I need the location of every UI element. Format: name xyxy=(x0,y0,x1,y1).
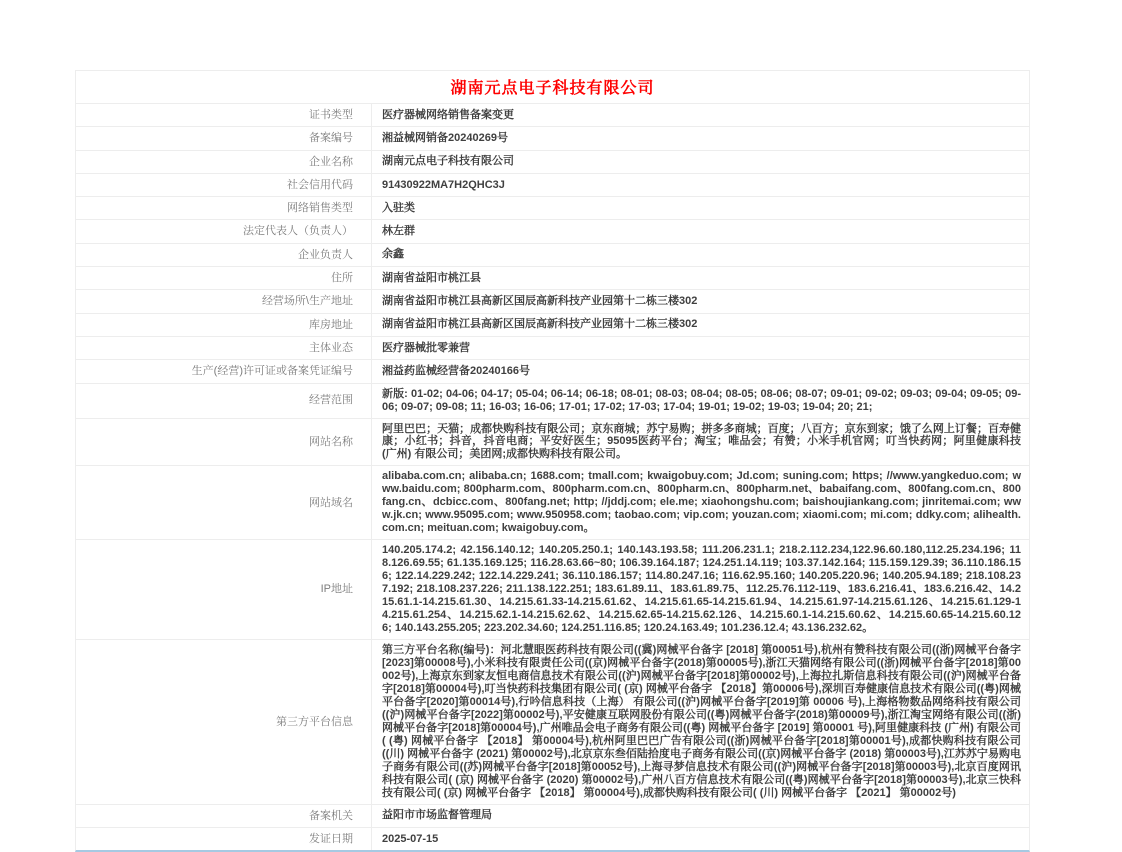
row-label: 备案机关 xyxy=(76,805,372,827)
table-row xyxy=(76,127,1029,150)
row-value-text: 新版: 01-02; 04-06; 04-17; 05-04; 06-14; 06-18; 08-01; 08-03; 08-04; 08-05; 08-06; 08-07; 09-01; 09-02; 09-03; 09-04; 09-05; 09-06; 09-07; 09-08; 11; 16-03; 16-06; 17-01; 17-02; 17-03; 17-04; 19-01; 19-02; 19-03; 19-04; 20; 21; xyxy=(382,387,1021,413)
row-label: 经营场所\生产地址 xyxy=(76,290,372,312)
row-value xyxy=(372,151,1029,173)
row-label: 经营范围 xyxy=(76,384,372,418)
row-label: 第三方平台信息 xyxy=(76,640,372,804)
row-value xyxy=(372,540,1029,639)
row-label: 法定代表人（负责人） xyxy=(76,220,372,242)
row-value xyxy=(372,337,1029,359)
table-row xyxy=(76,466,1029,540)
row-value-text: 医疗器械网络销售备案变更 xyxy=(382,108,514,121)
row-label: 企业名称 xyxy=(76,151,372,173)
row-value-text: 林左群 xyxy=(382,225,415,238)
row-value-text: 益阳市市场监督管理局 xyxy=(382,809,492,822)
row-value-text: 湖南省益阳市桃江县 xyxy=(382,271,481,284)
row-value-text: 入驻类 xyxy=(382,201,415,214)
row-label: 主体业态 xyxy=(76,337,372,359)
row-value-text: alibaba.com.cn; alibaba.cn; 1688.com; tmall.com; kwaigobuy.com; Jd.com; suning.com; https; //www.yangkeduo.com; www.baidu.com; 800pharm.com、800pharm.com.cn、800pharm.cn、800pharm.net、babaifang.com、800fang.com.cn、800fang.cn、dcbicc.com、800fang.net; http; //jddj.com; ele.me; xiaohongshu.com; baishoujiankang.com; jinritemai.com; www.jk.cn; www.95095.com; www.950958.com; taobao.com; vip.com; youzan.com; xiaomi.com; mi.com; ddky.com; alihealth.com.cn; meituan.com; kwaigobuy.com。 xyxy=(382,470,1021,535)
row-value-text: 余鑫 xyxy=(382,248,404,261)
table-row xyxy=(76,314,1029,337)
row-value-text: 第三方平台名称(编号)：河北慧眼医药科技有限公司((冀)网械平台备字 [2018] 第00051号),杭州有赞科技有限公司((浙)网械平台备字[2023]第00008号),小米科技有限责任公司((京)网械平台备字(2018)第00005号),浙江天猫网络有限公司((浙)网械平台备字[2018]第00002号),上海京东到家友恒电商信息技术有限公司((沪)网械平台备字[2018]第00002号),上海拉扎斯信息科技有限公司((沪)网械平台备字[2018]第00004号),叮当快药科技集团有限公司( (京) 网械平台备字 【2018】第00006号),深圳百寿健康信息技术有限公司((粤)网械平台备字[2020]第00014号),行吟信息科技（上海） 有限公司((沪)网械平台备字[2019]第 00006 号),上海格物数品网络科技有限公司((沪)网械平台备字[2022]第00002号),平安健康互联网股份有限公司((粤)网械平台备字(2018)第00009号),浙江淘宝网络有限公司((浙)网械平台备字[2018]第00004号),广州唯品会电子商务有限公司((粤) 网械平台备字 [2019] 第00001 号),阿里健康科技 (广州) 有限公司( (粤) 网械平台备字 【2018】 第00004号),杭州阿里巴巴广告有限公司((浙)网械平台备字[2018]第00001号),成都快购科技有限公司((川) 网械平台备字 (2021) 第00002号),北京京东叁佰陆拾度电子商务有限公司((京)网械平台备字 (2018) 第00003号),江苏苏宁易购电子商务有限公司((苏)网械平台备字[2018]第00052号),上海寻梦信息技术有限公司((沪)网械平台备字[2018]第00003号),北京百度网讯科技有限公司( (京) 网械平台备字 (2020) 第00002号),广州八百方信息技术有限公司((粤)网械平台备字[2018]第00003号),北京三快科技有限公司( (京) 网械平台备字 【2018】 第00004号),成都快购科技有限公司( (川) 网械平台备字 【2021】 第00002号) xyxy=(382,644,1021,799)
table-row xyxy=(76,197,1029,220)
row-label: 库房地址 xyxy=(76,314,372,336)
table-row xyxy=(76,805,1029,828)
row-value xyxy=(372,384,1029,418)
row-value xyxy=(372,197,1029,219)
row-label: 生产(经营)许可证或备案凭证编号 xyxy=(76,360,372,382)
row-value-text: 2025-07-15 xyxy=(382,832,439,845)
table-row xyxy=(76,290,1029,313)
row-value-text: 湘益药监械经营备20240166号 xyxy=(382,364,530,377)
row-value-text: 湘益械网销备20240269号 xyxy=(382,131,508,144)
row-value xyxy=(372,640,1029,804)
row-value xyxy=(372,314,1029,336)
table-row xyxy=(76,174,1029,197)
row-label: 网络销售类型 xyxy=(76,197,372,219)
row-label: 发证日期 xyxy=(76,828,372,850)
row-value-text: 湖南元点电子科技有限公司 xyxy=(382,155,514,168)
row-value-text: 湖南省益阳市桃江县高新区国辰高新科技产业园第十二栋三楼302 xyxy=(382,318,698,331)
company-title: 湖南元点电子科技有限公司 xyxy=(76,71,1029,104)
row-value xyxy=(372,174,1029,196)
table-row xyxy=(76,640,1029,805)
row-value-text: 91430922MA7H2QHC3J xyxy=(382,178,505,191)
row-value-text: 140.205.174.2; 42.156.140.12; 140.205.250.1; 140.143.193.58; 111.206.231.1; 218.2.112.234,122.96.60.180,112.25.234.196; 118.126.69.55; 61.135.169.125; 116.28.63.66~80; 106.39.164.187; 124.251.14.119; 103.37.142.164; 115.159.129.39; 36.110.186.156; 122.14.229.242; 122.14.229.241; 36.110.186.157; 114.80.247.16; 116.62.95.160; 140.205.220.96; 140.205.94.189; 218.108.237.192; 218.108.237.226; 211.138.122.251; 183.61.89.11、183.61.89.75、112.25.76.112-119、183.6.216.41、183.6.216.42、14.215.61.1-14.215.61.30、14.215.61.33-14.215.61.62、14.215.61.65-14.215.61.94、14.215.61.97-14.215.61.126、14.215.61.129-14.215.61.254、14.215.62.1-14.215.62.62、14.215.62.65-14.215.62.126、14.215.60.1-14.215.60.62、14.215.60.65-14.215.60.126; 140.143.255.205; 223.202.34.60; 124.251.116.85; 120.24.163.49; 101.236.12.4; 43.136.232.62。 xyxy=(382,544,1021,635)
row-label: 证书类型 xyxy=(76,104,372,126)
table-row xyxy=(76,360,1029,383)
row-value xyxy=(372,419,1029,466)
table-row xyxy=(76,419,1029,467)
row-label: 备案编号 xyxy=(76,127,372,149)
row-value xyxy=(372,127,1029,149)
row-value xyxy=(372,220,1029,242)
table-row xyxy=(76,384,1029,419)
table-row xyxy=(76,267,1029,290)
row-value-text: 湖南省益阳市桃江县高新区国辰高新科技产业园第十二栋三楼302 xyxy=(382,295,698,308)
registration-certificate-table xyxy=(75,70,1030,852)
row-value xyxy=(372,360,1029,382)
table-row xyxy=(76,151,1029,174)
row-value xyxy=(372,104,1029,126)
row-value xyxy=(372,466,1029,539)
row-label: 住所 xyxy=(76,267,372,289)
table-row xyxy=(76,337,1029,360)
row-label: IP地址 xyxy=(76,540,372,639)
row-label: 网站名称 xyxy=(76,419,372,466)
table-row xyxy=(76,220,1029,243)
row-label: 网站域名 xyxy=(76,466,372,539)
row-label: 企业负责人 xyxy=(76,244,372,266)
table-row xyxy=(76,540,1029,640)
table-row xyxy=(76,828,1029,850)
row-value xyxy=(372,805,1029,827)
row-value xyxy=(372,244,1029,266)
row-label: 社会信用代码 xyxy=(76,174,372,196)
row-value xyxy=(372,290,1029,312)
row-value xyxy=(372,828,1029,850)
row-value-text: 医疗器械批零兼营 xyxy=(382,341,470,354)
row-value xyxy=(372,267,1029,289)
table-row xyxy=(76,244,1029,267)
row-value-text: 阿里巴巴；天猫；成都快购科技有限公司；京东商城；苏宁易购；拼多多商城；百度；八百方；京东到家；饿了么网上订餐；百寿健康；小红书；抖音，抖音电商；平安好医生；95095医药平台；淘宝；唯品会；有赞；小米手机官网；叮当快药网；阿里健康科技(广州) 有限公司；美团网;成都快购科技有限公司。 xyxy=(382,422,1021,461)
table-row xyxy=(76,104,1029,127)
